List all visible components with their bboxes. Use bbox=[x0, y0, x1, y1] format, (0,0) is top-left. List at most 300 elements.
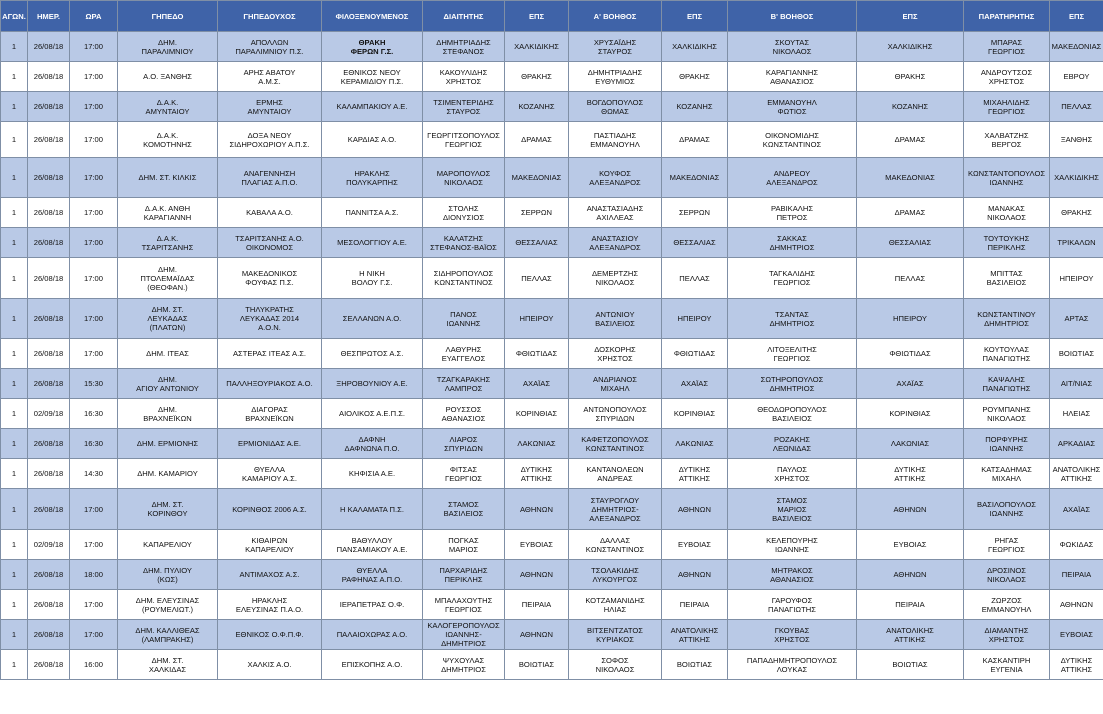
cell-observer-union: ΠΕΛΛΑΣ bbox=[1050, 92, 1103, 122]
cell-assistant-1: ΚΑΝΤΑΝΟΛΕΩΝ ΑΝΔΡΕΑΣ bbox=[569, 459, 662, 489]
cell-time: 17:00 bbox=[70, 620, 118, 650]
column-header-observer: ΠΑΡΑΤΗΡΗΤΗΣ bbox=[964, 1, 1050, 32]
cell-assistant-1: ΚΑΦΕΤΖΟΠΟΥΛΟΣ ΚΩΝΣΤΑΝΤΙΝΟΣ bbox=[569, 429, 662, 459]
cell-assistant-1: ΚΟΥΦΟΣ ΑΛΕΞΑΝΔΡΟΣ bbox=[569, 158, 662, 198]
cell-observer-union: ΔΥΤΙΚΗΣ ΑΤΤΙΚΗΣ bbox=[1050, 650, 1103, 680]
cell-observer: ΜΠΙΤΤΑΣ ΒΑΣΙΛΕΙΟΣ bbox=[964, 258, 1050, 299]
cell-assistant-1-union: ΧΑΛΚΙΔΙΚΗΣ bbox=[662, 32, 728, 62]
cell-assistant-2: ΣΑΚΚΑΣ ΔΗΜΗΤΡΙΟΣ bbox=[728, 228, 857, 258]
cell-observer: ΡΟΥΜΠΑΝΗΣ ΝΙΚΟΛΑΟΣ bbox=[964, 399, 1050, 429]
cell-away-team: ΠΑΝΝΙΤΣΑ Α.Σ. bbox=[322, 198, 423, 228]
cell-referee-union: ΕΥΒΟΙΑΣ bbox=[505, 530, 569, 560]
cell-assistant-2: ΚΑΡΑΓΙΑΝΝΗΣ ΑΘΑΝΑΣΙΟΣ bbox=[728, 62, 857, 92]
cell-away-team: ΑΙΟΛΙΚΟΣ Α.Ε.Π.Σ. bbox=[322, 399, 423, 429]
cell-assistant-2-union: ΘΕΣΣΑΛΙΑΣ bbox=[857, 228, 964, 258]
cell-assistant-1-union: ΣΕΡΡΩΝ bbox=[662, 198, 728, 228]
cell-assistant-1: ΒΙΤΣΕΝΤΖΑΤΟΣ ΚΥΡΙΑΚΟΣ bbox=[569, 620, 662, 650]
cell-observer-union: ΗΛΕΙΑΣ bbox=[1050, 399, 1103, 429]
cell-time: 17:00 bbox=[70, 258, 118, 299]
cell-home-team: ΚΑΒΑΛΑ Α.Ο. bbox=[218, 198, 322, 228]
column-header-date: ΗΜΕΡ. bbox=[28, 1, 70, 32]
cell-referee-union: ΠΕΛΛΑΣ bbox=[505, 258, 569, 299]
cell-assistant-1: ΑΝΤΩΝΟΠΟΥΛΟΣ ΣΠΥΡΙΔΩΝ bbox=[569, 399, 662, 429]
cell-assistant-2: ΤΑΓΚΑΛΙΔΗΣ ΓΕΩΡΓΙΟΣ bbox=[728, 258, 857, 299]
cell-referee: ΜΠΑΛΑΧΟΥΤΗΣ ΓΕΩΡΓΙΟΣ bbox=[423, 590, 505, 620]
cell-date: 26/08/18 bbox=[28, 122, 70, 158]
cell-home-team: ΜΑΚΕΔΟΝΙΚΟΣ ΦΟΥΦΑΣ Π.Σ. bbox=[218, 258, 322, 299]
column-header-observer-union: ΕΠΣ bbox=[1050, 1, 1103, 32]
table-row bbox=[1, 258, 1103, 299]
cell-referee: ΚΑΛΑΤΖΗΣ ΣΤΕΦΑΝΟΣ-ΒΑΪΟΣ bbox=[423, 228, 505, 258]
cell-observer-union: ΑΡΚΑΔΙΑΣ bbox=[1050, 429, 1103, 459]
cell-observer-union: ΗΠΕΙΡΟΥ bbox=[1050, 258, 1103, 299]
cell-assistant-1: ΑΝΑΣΤΑΣΙΟΥ ΑΛΕΞΑΝΔΡΟΣ bbox=[569, 228, 662, 258]
table-body bbox=[1, 32, 1103, 680]
cell-away-team: ΞΗΡΟΒΟΥΝΙΟΥ Α.Ε. bbox=[322, 369, 423, 399]
cell-assistant-1: ΑΝΑΣΤΑΣΙΑΔΗΣ ΑΧΙΛΛΕΑΣ bbox=[569, 198, 662, 228]
cell-home-team: ΗΡΑΚΛΗΣ ΕΛΕΥΣΙΝΑΣ Π.Α.Ο. bbox=[218, 590, 322, 620]
cell-assistant-2-union: ΔΥΤΙΚΗΣ ΑΤΤΙΚΗΣ bbox=[857, 459, 964, 489]
cell-away-team: ΗΡΑΚΛΗΣ ΠΟΛΥΚΑΡΠΗΣ bbox=[322, 158, 423, 198]
cell-assistant-1: ΔΗΜΗΤΡΙΑΔΗΣ ΕΥΘΥΜΙΟΣ bbox=[569, 62, 662, 92]
cell-away-team: ΚΗΦΙΣΙΑ Α.Ε. bbox=[322, 459, 423, 489]
cell-assistant-2-union: ΧΑΛΚΙΔΙΚΗΣ bbox=[857, 32, 964, 62]
cell-time: 16:30 bbox=[70, 399, 118, 429]
cell-stadium: ΚΑΠΑΡΕΛΙΟΥ bbox=[118, 530, 218, 560]
cell-stadium: ΔΗΜ. ΚΑΜΑΡΙΟΥ bbox=[118, 459, 218, 489]
cell-assistant-1-union: ΚΟΡΙΝΘΙΑΣ bbox=[662, 399, 728, 429]
column-header-stadium: ΓΗΠΕΔΟ bbox=[118, 1, 218, 32]
cell-assistant-1-union: ΠΕΛΛΑΣ bbox=[662, 258, 728, 299]
column-header-assistant-2: Β' ΒΟΗΘΟΣ bbox=[728, 1, 857, 32]
cell-referee: ΔΗΜΗΤΡΙΑΔΗΣ ΣΤΕΦΑΝΟΣ bbox=[423, 32, 505, 62]
cell-assistant-2: ΓΚΟΥΒΑΣ ΧΡΗΣΤΟΣ bbox=[728, 620, 857, 650]
cell-observer: ΑΝΔΡΟΥΤΣΟΣ ΧΡΗΣΤΟΣ bbox=[964, 62, 1050, 92]
cell-observer-union: ΤΡΙΚΑΛΩΝ bbox=[1050, 228, 1103, 258]
table-row bbox=[1, 339, 1103, 369]
cell-assistant-1-union: ΘΕΣΣΑΛΙΑΣ bbox=[662, 228, 728, 258]
cell-observer: ΚΑΣΚΑΝΤΙΡΗ ΕΥΓΕΝΙΑ bbox=[964, 650, 1050, 680]
cell-assistant-2: ΘΕΟΔΩΡΟΠΟΥΛΟΣ ΒΑΣΙΛΕΙΟΣ bbox=[728, 399, 857, 429]
cell-referee-union: ΒΟΙΩΤΙΑΣ bbox=[505, 650, 569, 680]
cell-referee: ΨΥΧΟΥΛΑΣ ΔΗΜΗΤΡΙΟΣ bbox=[423, 650, 505, 680]
table-row bbox=[1, 560, 1103, 590]
cell-date: 26/08/18 bbox=[28, 299, 70, 339]
cell-stadium: Δ.Α.Κ. ΑΝΘΗ ΚΑΡΑΓΙΑΝΝΗ bbox=[118, 198, 218, 228]
cell-referee-union: ΔΥΤΙΚΗΣ ΑΤΤΙΚΗΣ bbox=[505, 459, 569, 489]
cell-home-team: ΔΟΞΑ ΝΕΟΥ ΣΙΔΗΡΟΧΩΡΙΟΥ Α.Π.Σ. bbox=[218, 122, 322, 158]
cell-time: 17:00 bbox=[70, 530, 118, 560]
cell-observer: ΔΙΑΜΑΝΤΗΣ ΧΡΗΣΤΟΣ bbox=[964, 620, 1050, 650]
cell-date: 26/08/18 bbox=[28, 459, 70, 489]
cell-referee: ΛΑΘΥΡΗΣ ΕΥΑΓΓΕΛΟΣ bbox=[423, 339, 505, 369]
table-row bbox=[1, 158, 1103, 198]
table-row bbox=[1, 489, 1103, 530]
cell-match-number: 1 bbox=[1, 228, 28, 258]
cell-observer: ΚΟΥΤΟΥΛΑΣ ΠΑΝΑΓΙΩΤΗΣ bbox=[964, 339, 1050, 369]
cell-referee-union: ΚΟΖΑΝΗΣ bbox=[505, 92, 569, 122]
cell-match-number: 1 bbox=[1, 650, 28, 680]
cell-away-team: Η ΚΑΛΑΜΑΤΑ Π.Σ. bbox=[322, 489, 423, 530]
cell-assistant-2-union: ΔΡΑΜΑΣ bbox=[857, 198, 964, 228]
cell-stadium: ΔΗΜ. ΣΤ. ΛΕΥΚΑΔΑΣ (ΠΛΑΤΩΝ) bbox=[118, 299, 218, 339]
cell-date: 26/08/18 bbox=[28, 560, 70, 590]
cell-match-number: 1 bbox=[1, 339, 28, 369]
cell-observer-union: ΑΙΤ/ΝΙΑΣ bbox=[1050, 369, 1103, 399]
cell-date: 26/08/18 bbox=[28, 258, 70, 299]
cell-stadium: ΔΗΜ. ΠΤΟΛΕΜΑΪΔΑΣ (ΘΕΟΦΑΝ.) bbox=[118, 258, 218, 299]
cell-stadium: Δ.Α.Κ. ΑΜΥΝΤΑΙΟΥ bbox=[118, 92, 218, 122]
cell-assistant-2-union: ΚΟΡΙΝΘΙΑΣ bbox=[857, 399, 964, 429]
cell-time: 14:30 bbox=[70, 459, 118, 489]
cell-date: 02/09/18 bbox=[28, 530, 70, 560]
cell-match-number: 1 bbox=[1, 399, 28, 429]
table-row bbox=[1, 32, 1103, 62]
cell-away-team: ΘΥΕΛΛΑ ΡΑΦΗΝΑΣ Α.Π.Ο. bbox=[322, 560, 423, 590]
cell-observer: ΤΟΥΤΟΥΚΗΣ ΠΕΡΙΚΛΗΣ bbox=[964, 228, 1050, 258]
cell-assistant-1-union: ΛΑΚΩΝΙΑΣ bbox=[662, 429, 728, 459]
cell-assistant-2-union: ΔΡΑΜΑΣ bbox=[857, 122, 964, 158]
table-row bbox=[1, 650, 1103, 680]
cell-home-team: ΑΡΗΣ ΑΒΑΤΟΥ Α.Μ.Σ. bbox=[218, 62, 322, 92]
cell-home-team: ΚΙΘΑΙΡΩΝ ΚΑΠΑΡΕΛΙΟΥ bbox=[218, 530, 322, 560]
cell-assistant-2-union: ΑΘΗΝΩΝ bbox=[857, 560, 964, 590]
cell-assistant-1-union: ΔΡΑΜΑΣ bbox=[662, 122, 728, 158]
cell-match-number: 1 bbox=[1, 122, 28, 158]
cell-observer-union: ΜΑΚΕΔΟΝΙΑΣ bbox=[1050, 32, 1103, 62]
cell-time: 17:00 bbox=[70, 198, 118, 228]
cell-away-team: Η ΝΙΚΗ ΒΟΛΟΥ Γ.Σ. bbox=[322, 258, 423, 299]
cell-observer-union: ΠΕΙΡΑΙΑ bbox=[1050, 560, 1103, 590]
cell-home-team: ΑΝΤΙΜΑΧΟΣ Α.Σ. bbox=[218, 560, 322, 590]
cell-assistant-2-union: ΒΟΙΩΤΙΑΣ bbox=[857, 650, 964, 680]
cell-observer-union: ΑΧΑΪΑΣ bbox=[1050, 489, 1103, 530]
cell-assistant-1-union: ΗΠΕΙΡΟΥ bbox=[662, 299, 728, 339]
table-row bbox=[1, 399, 1103, 429]
cell-away-team: ΔΑΦΝΗ ΔΑΦΝΩΝΑ Π.Ο. bbox=[322, 429, 423, 459]
cell-date: 26/08/18 bbox=[28, 198, 70, 228]
cell-assistant-2-union: ΘΡΑΚΗΣ bbox=[857, 62, 964, 92]
cell-referee-union: ΜΑΚΕΔΟΝΙΑΣ bbox=[505, 158, 569, 198]
cell-time: 16:30 bbox=[70, 429, 118, 459]
cell-referee: ΠΑΝΟΣ ΙΩΑΝΝΗΣ bbox=[423, 299, 505, 339]
cell-assistant-2-union: ΛΑΚΩΝΙΑΣ bbox=[857, 429, 964, 459]
cell-assistant-1: ΒΟΓΔΟΠΟΥΛΟΣ ΘΩΜΑΣ bbox=[569, 92, 662, 122]
cell-referee: ΠΑΡΧΑΡΙΔΗΣ ΠΕΡΙΚΛΗΣ bbox=[423, 560, 505, 590]
cell-observer-union: ΧΑΛΚΙΔΙΚΗΣ bbox=[1050, 158, 1103, 198]
cell-observer-union: ΑΘΗΝΩΝ bbox=[1050, 590, 1103, 620]
cell-referee-union: ΑΧΑΪΑΣ bbox=[505, 369, 569, 399]
cell-assistant-1-union: ΑΝΑΤΟΛΙΚΗΣ ΑΤΤΙΚΗΣ bbox=[662, 620, 728, 650]
cell-referee: ΣΤΑΜΟΣ ΒΑΣΙΛΕΙΟΣ bbox=[423, 489, 505, 530]
cell-assistant-1-union: ΑΘΗΝΩΝ bbox=[662, 560, 728, 590]
cell-referee-union: ΣΕΡΡΩΝ bbox=[505, 198, 569, 228]
table-row bbox=[1, 198, 1103, 228]
cell-time: 18:00 bbox=[70, 560, 118, 590]
cell-home-team: ΕΘΝΙΚΟΣ Ο.Φ.Π.Φ. bbox=[218, 620, 322, 650]
cell-assistant-2: ΑΝΔΡΕΟΥ ΑΛΕΞΑΝΔΡΟΣ bbox=[728, 158, 857, 198]
cell-referee-union: ΦΘΙΩΤΙΔΑΣ bbox=[505, 339, 569, 369]
table-row bbox=[1, 92, 1103, 122]
cell-away-team: ΘΕΣΠΡΩΤΟΣ Α.Σ. bbox=[322, 339, 423, 369]
cell-stadium: Α.Ο. ΞΑΝΘΗΣ bbox=[118, 62, 218, 92]
cell-assistant-2-union: ΗΠΕΙΡΟΥ bbox=[857, 299, 964, 339]
cell-assistant-2-union: ΑΘΗΝΩΝ bbox=[857, 489, 964, 530]
cell-observer: ΚΑΨΑΛΗΣ ΠΑΝΑΓΙΩΤΗΣ bbox=[964, 369, 1050, 399]
cell-stadium: ΔΗΜ. ΙΤΕΑΣ bbox=[118, 339, 218, 369]
cell-assistant-1: ΣΟΦΟΣ ΝΙΚΟΛΑΟΣ bbox=[569, 650, 662, 680]
cell-assistant-2: ΟΙΚΟΝΟΜΙΔΗΣ ΚΩΝΣΤΑΝΤΙΝΟΣ bbox=[728, 122, 857, 158]
cell-referee-union: ΔΡΑΜΑΣ bbox=[505, 122, 569, 158]
cell-date: 26/08/18 bbox=[28, 92, 70, 122]
cell-assistant-1-union: ΜΑΚΕΔΟΝΙΑΣ bbox=[662, 158, 728, 198]
cell-assistant-1: ΔΕΜΕΡΤΖΗΣ ΝΙΚΟΛΑΟΣ bbox=[569, 258, 662, 299]
cell-stadium: Δ.Α.Κ. ΤΣΑΡΙΤΣΑΝΗΣ bbox=[118, 228, 218, 258]
cell-home-team: ΕΡΜΙΟΝΙΔΑΣ Α.Ε. bbox=[218, 429, 322, 459]
table-row bbox=[1, 228, 1103, 258]
cell-home-team: ΧΑΛΚΙΣ Α.Ο. bbox=[218, 650, 322, 680]
cell-assistant-2-union: ΚΟΖΑΝΗΣ bbox=[857, 92, 964, 122]
cell-assistant-1: ΑΝΤΩΝΙΟΥ ΒΑΣΙΛΕΙΟΣ bbox=[569, 299, 662, 339]
cell-stadium: ΔΗΜ. ΚΑΛΛΙΘΕΑΣ (ΛΑΜΠΡΑΚΗΣ) bbox=[118, 620, 218, 650]
cell-observer-union: ΑΝΑΤΟΛΙΚΗΣ ΑΤΤΙΚΗΣ bbox=[1050, 459, 1103, 489]
cell-stadium: ΔΗΜ. ΣΤ. ΚΙΛΚΙΣ bbox=[118, 158, 218, 198]
cell-away-team: ΚΑΛΑΜΠΑΚΙΟΥ Α.Ε. bbox=[322, 92, 423, 122]
cell-stadium: ΔΗΜ. ΑΓΙΟΥ ΑΝΤΩΝΙΟΥ bbox=[118, 369, 218, 399]
table-row bbox=[1, 299, 1103, 339]
cell-observer-union: ΒΟΙΩΤΙΑΣ bbox=[1050, 339, 1103, 369]
cell-time: 16:00 bbox=[70, 650, 118, 680]
cell-match-number: 1 bbox=[1, 489, 28, 530]
column-header-home-team: ΓΗΠΕΔΟΥΧΟΣ bbox=[218, 1, 322, 32]
column-header-referee-union: ΕΠΣ bbox=[505, 1, 569, 32]
cell-observer: ΜΠΑΡΑΣ ΓΕΩΡΓΙΟΣ bbox=[964, 32, 1050, 62]
cell-assistant-1-union: ΑΧΑΪΑΣ bbox=[662, 369, 728, 399]
cell-assistant-2-union: ΑΝΑΤΟΛΙΚΗΣ ΑΤΤΙΚΗΣ bbox=[857, 620, 964, 650]
cell-stadium: Δ.Α.Κ. ΚΟΜΟΤΗΝΗΣ bbox=[118, 122, 218, 158]
cell-observer-union: ΑΡΤΑΣ bbox=[1050, 299, 1103, 339]
cell-referee: ΜΑΡΟΠΟΥΛΟΣ ΝΙΚΟΛΑΟΣ bbox=[423, 158, 505, 198]
cell-away-team: ΠΑΛΑΙΟΧΩΡΑΣ Α.Ο. bbox=[322, 620, 423, 650]
column-header-assistant-2-union: ΕΠΣ bbox=[857, 1, 964, 32]
cell-date: 26/08/18 bbox=[28, 650, 70, 680]
table-row bbox=[1, 620, 1103, 650]
cell-referee-union: ΠΕΙΡΑΙΑ bbox=[505, 590, 569, 620]
cell-assistant-1: ΧΡΥΣΑΪΔΗΣ ΣΤΑΥΡΟΣ bbox=[569, 32, 662, 62]
cell-referee-union: ΘΡΑΚΗΣ bbox=[505, 62, 569, 92]
cell-assistant-1-union: ΑΘΗΝΩΝ bbox=[662, 489, 728, 530]
cell-assistant-2-union: ΜΑΚΕΔΟΝΙΑΣ bbox=[857, 158, 964, 198]
cell-home-team: ΘΥΕΛΛΑ ΚΑΜΑΡΙΟΥ Α.Σ. bbox=[218, 459, 322, 489]
cell-referee: ΛΙΑΡΟΣ ΣΠΥΡΙΔΩΝ bbox=[423, 429, 505, 459]
cell-match-number: 1 bbox=[1, 299, 28, 339]
cell-date: 26/08/18 bbox=[28, 620, 70, 650]
cell-away-team: ΙΕΡΑΠΕΤΡΑΣ Ο.Φ. bbox=[322, 590, 423, 620]
cell-date: 26/08/18 bbox=[28, 32, 70, 62]
cell-observer-union: ΘΡΑΚΗΣ bbox=[1050, 198, 1103, 228]
cell-away-team: ΕΠΙΣΚΟΠΗΣ Α.Ο. bbox=[322, 650, 423, 680]
cell-referee: ΚΑΛΟΓΕΡΟΠΟΥΛΟΣ ΙΩΑΝΝΗΣ- ΔΗΜΗΤΡΙΟΣ bbox=[423, 620, 505, 650]
cell-assistant-1: ΔΑΛΛΑΣ ΚΩΝΣΤΑΝΤΙΝΟΣ bbox=[569, 530, 662, 560]
cell-assistant-2: ΠΑΠΑΔΗΜΗΤΡΟΠΟΥΛΟΣ ΛΟΥΚΑΣ bbox=[728, 650, 857, 680]
cell-match-number: 1 bbox=[1, 560, 28, 590]
cell-assistant-2: ΣΤΑΜΟΣ ΜΑΡΙΟΣ ΒΑΣΙΛΕΙΟΣ bbox=[728, 489, 857, 530]
cell-date: 26/08/18 bbox=[28, 62, 70, 92]
cell-away-team: ΕΘΝΙΚΟΣ ΝΕΟΥ ΚΕΡΑΜΙΔΙΟΥ Π.Σ. bbox=[322, 62, 423, 92]
cell-referee-union: ΘΕΣΣΑΛΙΑΣ bbox=[505, 228, 569, 258]
cell-date: 26/08/18 bbox=[28, 228, 70, 258]
cell-assistant-2-union: ΠΕΛΛΑΣ bbox=[857, 258, 964, 299]
cell-referee-union: ΗΠΕΙΡΟΥ bbox=[505, 299, 569, 339]
cell-referee-union: ΚΟΡΙΝΘΙΑΣ bbox=[505, 399, 569, 429]
cell-match-number: 1 bbox=[1, 429, 28, 459]
cell-time: 17:00 bbox=[70, 339, 118, 369]
cell-assistant-1-union: ΕΥΒΟΙΑΣ bbox=[662, 530, 728, 560]
cell-away-team: ΣΕΛΛΑΝΩΝ Α.Ο. bbox=[322, 299, 423, 339]
cell-away-team: ΒΑΘΥΛΛΟΥ ΠΑΝΣΑΜΙΑΚΟΥ Α.Ε. bbox=[322, 530, 423, 560]
cell-referee: ΣΤΟΛΗΣ ΔΙΟΝΥΣΙΟΣ bbox=[423, 198, 505, 228]
cell-observer: ΡΗΓΑΣ ΓΕΩΡΓΙΟΣ bbox=[964, 530, 1050, 560]
cell-assistant-2: ΜΗΤΡΑΚΟΣ ΑΘΑΝΑΣΙΟΣ bbox=[728, 560, 857, 590]
cell-home-team: ΚΟΡΙΝΘΟΣ 2006 Α.Σ. bbox=[218, 489, 322, 530]
cell-observer: ΠΟΡΦΥΡΗΣ ΙΩΑΝΝΗΣ bbox=[964, 429, 1050, 459]
cell-observer: ΜΙΧΑΗΛΙΔΗΣ ΓΕΩΡΓΙΟΣ bbox=[964, 92, 1050, 122]
cell-referee: ΣΙΔΗΡΟΠΟΥΛΟΣ ΚΩΝΣΤΑΝΤΙΝΟΣ bbox=[423, 258, 505, 299]
cell-observer: ΚΑΤΣΑΔΗΜΑΣ ΜΙΧΑΗΛ bbox=[964, 459, 1050, 489]
cell-assistant-2: ΕΜΜΑΝΟΥΗΛ ΦΩΤΙΟΣ bbox=[728, 92, 857, 122]
cell-referee-union: ΑΘΗΝΩΝ bbox=[505, 560, 569, 590]
cell-stadium: ΔΗΜ. ΣΤ. ΚΟΡΙΝΘΟΥ bbox=[118, 489, 218, 530]
cell-date: 26/08/18 bbox=[28, 489, 70, 530]
cell-time: 17:00 bbox=[70, 92, 118, 122]
cell-date: 26/08/18 bbox=[28, 369, 70, 399]
cell-assistant-1-union: ΔΥΤΙΚΗΣ ΑΤΤΙΚΗΣ bbox=[662, 459, 728, 489]
cell-away-team: ΚΑΡΔΙΑΣ Α.Ο. bbox=[322, 122, 423, 158]
column-header-assistant-1: Α' ΒΟΗΘΟΣ bbox=[569, 1, 662, 32]
cell-time: 17:00 bbox=[70, 590, 118, 620]
header-row bbox=[1, 1, 1103, 32]
table-row bbox=[1, 590, 1103, 620]
cell-assistant-2: ΛΙΤΟΞΕΛΙΤΗΣ ΓΕΩΡΓΙΟΣ bbox=[728, 339, 857, 369]
cell-stadium: ΔΗΜ. ΕΛΕΥΣΙΝΑΣ (ΡΟΥΜΕΛΙΩΤ.) bbox=[118, 590, 218, 620]
cell-home-team: ΤΗΛΥΚΡΑΤΗΣ ΛΕΥΚΑΔΑΣ 2014 Α.Ο.Ν. bbox=[218, 299, 322, 339]
cell-away-team: ΘΡΑΚΗ ΦΕΡΩΝ Γ.Σ. bbox=[322, 32, 423, 62]
cell-match-number: 1 bbox=[1, 32, 28, 62]
table-row bbox=[1, 459, 1103, 489]
cell-assistant-2: ΠΑΥΛΟΣ ΧΡΗΣΤΟΣ bbox=[728, 459, 857, 489]
cell-assistant-1: ΤΣΟΛΑΚΙΔΗΣ ΛΥΚΟΥΡΓΟΣ bbox=[569, 560, 662, 590]
cell-date: 02/09/18 bbox=[28, 399, 70, 429]
cell-observer-union: ΕΒΡΟΥ bbox=[1050, 62, 1103, 92]
cell-assistant-1-union: ΘΡΑΚΗΣ bbox=[662, 62, 728, 92]
cell-assistant-1-union: ΒΟΙΩΤΙΑΣ bbox=[662, 650, 728, 680]
column-header-match-number: ΑΓΩΝ. bbox=[1, 1, 28, 32]
cell-stadium: ΔΗΜ. ΠΑΡΑΛΙΜΝΙΟΥ bbox=[118, 32, 218, 62]
cell-match-number: 1 bbox=[1, 198, 28, 228]
column-header-referee: ΔΙΑΙΤΗΤΗΣ bbox=[423, 1, 505, 32]
cell-referee: ΠΟΓΚΑΣ ΜΑΡΙΟΣ bbox=[423, 530, 505, 560]
cell-assistant-1: ΚΟΤΖΑΜΑΝΙΔΗΣ ΗΛΙΑΣ bbox=[569, 590, 662, 620]
column-header-away-team: ΦΙΛΟΞΕΝΟΥΜΕΝΟΣ bbox=[322, 1, 423, 32]
cell-time: 17:00 bbox=[70, 62, 118, 92]
table-row bbox=[1, 369, 1103, 399]
cell-home-team: ΕΡΜΗΣ ΑΜΥΝΤΑΙΟΥ bbox=[218, 92, 322, 122]
cell-observer: ΔΡΟΣΙΝΟΣ ΝΙΚΟΛΑΟΣ bbox=[964, 560, 1050, 590]
cell-away-team: ΜΕΣΟΛΟΓΓΙΟΥ Α.Ε. bbox=[322, 228, 423, 258]
cell-observer-union: ΞΑΝΘΗΣ bbox=[1050, 122, 1103, 158]
cell-time: 15:30 bbox=[70, 369, 118, 399]
cell-observer: ΚΩΝΣΤΑΝΤΙΝΟΥ ΔΗΜΗΤΡΙΟΣ bbox=[964, 299, 1050, 339]
cell-assistant-2: ΣΚΟΥΤΑΣ ΝΙΚΟΛΑΟΣ bbox=[728, 32, 857, 62]
cell-stadium: ΔΗΜ. ΣΤ. ΧΑΛΚΙΔΑΣ bbox=[118, 650, 218, 680]
cell-referee: ΓΕΩΡΓΙΤΣΟΠΟΥΛΟΣ ΓΕΩΡΓΙΟΣ bbox=[423, 122, 505, 158]
cell-assistant-2: ΣΩΤΗΡΟΠΟΥΛΟΣ ΔΗΜΗΤΡΙΟΣ bbox=[728, 369, 857, 399]
cell-assistant-2-union: ΠΕΙΡΑΙΑ bbox=[857, 590, 964, 620]
cell-assistant-1: ΔΟΣΚΟΡΗΣ ΧΡΗΣΤΟΣ bbox=[569, 339, 662, 369]
cell-assistant-2-union: ΕΥΒΟΙΑΣ bbox=[857, 530, 964, 560]
cell-home-team: ΑΣΤΕΡΑΣ ΙΤΕΑΣ Α.Σ. bbox=[218, 339, 322, 369]
cell-observer-union: ΦΩΚΙΔΑΣ bbox=[1050, 530, 1103, 560]
cell-time: 17:00 bbox=[70, 489, 118, 530]
cell-observer-union: ΕΥΒΟΙΑΣ bbox=[1050, 620, 1103, 650]
cell-observer: ΒΑΣΙΛΟΠΟΥΛΟΣ ΙΩΑΝΝΗΣ bbox=[964, 489, 1050, 530]
cell-assistant-2: ΤΣΑΝΤΑΣ ΔΗΜΗΤΡΙΟΣ bbox=[728, 299, 857, 339]
cell-home-team: ΑΝΑΓΕΝΝΗΣΗ ΠΛΑΓΙΑΣ Α.Π.Ο. bbox=[218, 158, 322, 198]
cell-stadium: ΔΗΜ. ΒΡΑΧΝΕΪΚΩΝ bbox=[118, 399, 218, 429]
cell-assistant-1: ΑΝΔΡΙΑΝΟΣ ΜΙΧΑΗΛ bbox=[569, 369, 662, 399]
cell-assistant-2-union: ΦΘΙΩΤΙΔΑΣ bbox=[857, 339, 964, 369]
cell-home-team: ΑΠΟΛΛΩΝ ΠΑΡΑΛΙΜΝΙΟΥ Π.Σ. bbox=[218, 32, 322, 62]
table-row bbox=[1, 62, 1103, 92]
cell-referee-union: ΑΘΗΝΩΝ bbox=[505, 620, 569, 650]
cell-assistant-1-union: ΦΘΙΩΤΙΔΑΣ bbox=[662, 339, 728, 369]
cell-date: 26/08/18 bbox=[28, 339, 70, 369]
cell-observer: ΧΑΛΒΑΤΖΗΣ ΒΕΡΓΟΣ bbox=[964, 122, 1050, 158]
cell-home-team: ΤΣΑΡΙΤΣΑΝΗΣ Α.Ο. ΟΙΚΟΝΟΜΟΣ bbox=[218, 228, 322, 258]
cell-time: 17:00 bbox=[70, 299, 118, 339]
cell-referee: ΡΟΥΣΣΟΣ ΑΘΑΝΑΣΙΟΣ bbox=[423, 399, 505, 429]
cell-match-number: 1 bbox=[1, 369, 28, 399]
cell-observer: ΖΩΡΖΟΣ ΕΜΜΑΝΟΥΗΛ bbox=[964, 590, 1050, 620]
cell-assistant-1: ΣΤΑΥΡΟΓΛΟΥ ΔΗΜΗΤΡΙΟΣ- ΑΛΕΞΑΝΔΡΟΣ bbox=[569, 489, 662, 530]
cell-referee: ΦΙΤΣΑΣ ΓΕΩΡΓΙΟΣ bbox=[423, 459, 505, 489]
cell-referee: ΤΖΑΓΚΑΡΑΚΗΣ ΛΑΜΠΡΟΣ bbox=[423, 369, 505, 399]
cell-time: 17:00 bbox=[70, 158, 118, 198]
cell-assistant-2: ΡΟΖΑΚΗΣ ΛΕΩΝΙΔΑΣ bbox=[728, 429, 857, 459]
cell-referee-union: ΧΑΛΚΙΔΙΚΗΣ bbox=[505, 32, 569, 62]
cell-match-number: 1 bbox=[1, 62, 28, 92]
cell-time: 17:00 bbox=[70, 228, 118, 258]
cell-referee: ΤΣΙΜΕΝΤΕΡΙΔΗΣ ΣΤΑΥΡΟΣ bbox=[423, 92, 505, 122]
cell-assistant-2: ΓΑΡΟΥΦΟΣ ΠΑΝΑΓΙΩΤΗΣ bbox=[728, 590, 857, 620]
cell-assistant-2-union: ΑΧΑΪΑΣ bbox=[857, 369, 964, 399]
cell-match-number: 1 bbox=[1, 258, 28, 299]
cell-time: 17:00 bbox=[70, 32, 118, 62]
cell-match-number: 1 bbox=[1, 590, 28, 620]
cell-stadium: ΔΗΜ. ΕΡΜΙΟΝΗΣ bbox=[118, 429, 218, 459]
cell-assistant-2: ΚΕΛΕΠΟΥΡΗΣ ΙΩΑΝΝΗΣ bbox=[728, 530, 857, 560]
cell-referee-union: ΑΘΗΝΩΝ bbox=[505, 489, 569, 530]
cell-match-number: 1 bbox=[1, 620, 28, 650]
cell-time: 17:00 bbox=[70, 122, 118, 158]
cell-match-number: 1 bbox=[1, 459, 28, 489]
table-row bbox=[1, 122, 1103, 158]
cell-match-number: 1 bbox=[1, 530, 28, 560]
cell-referee: ΚΑΚΟΥΛΙΔΗΣ ΧΡΗΣΤΟΣ bbox=[423, 62, 505, 92]
cell-match-number: 1 bbox=[1, 92, 28, 122]
cell-assistant-1-union: ΚΟΖΑΝΗΣ bbox=[662, 92, 728, 122]
column-header-time: ΩΡΑ bbox=[70, 1, 118, 32]
